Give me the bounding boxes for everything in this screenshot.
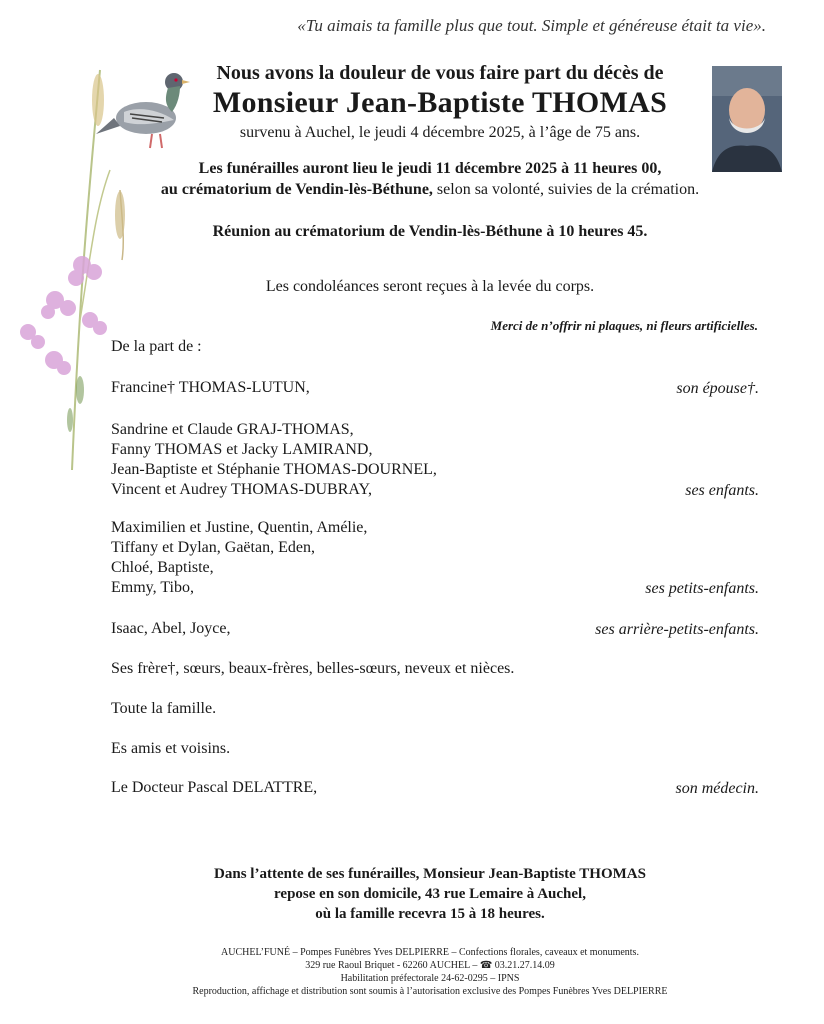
family-relation: son médecin.: [675, 780, 759, 797]
funeral-location: [100, 181, 760, 199]
death-details: survenu à Auchel, le jeudi 4 décembre 2025, à l’âge de 75 ans.: [239, 124, 641, 141]
repose-line: où la famille recevra 15 à 18 heures.: [315, 906, 545, 922]
epitaph-quote: «Tu aimais ta famille plus que tout. Simple et généreuse était ta vie».: [297, 16, 766, 35]
family-member-line: Es amis et voisins.: [111, 740, 231, 757]
no-flowers-notice: Merci de n’offrir ni plaques, ni fleurs artificielles.: [490, 318, 758, 333]
repose-notice: [100, 864, 760, 924]
family-member-line: Francine† THOMAS-LUTUN,: [111, 379, 310, 396]
funeral-home-footer: [100, 946, 760, 998]
family-group: [111, 378, 759, 398]
family-member-line: Isaac, Abel, Joyce,: [111, 620, 231, 637]
family-group: [111, 619, 759, 639]
family-member-line: Tiffany et Dylan, Gaëtan, Eden,: [111, 539, 315, 556]
family-member-line: Vincent et Audrey THOMAS-DUBRAY,: [111, 481, 372, 498]
announcement-heading: Nous avons la douleur de vous faire part du décès de: [216, 62, 664, 84]
family-group: [111, 659, 759, 679]
condolences-notice: Les condoléances seront reçues à la levée du corps.: [265, 278, 595, 295]
footer-line: Reproduction, affichage et distribution sont soumis à l’autorisation exclusive des Pompes Funèbres Yves DELPIERRE: [192, 986, 668, 997]
family-member-line: Sandrine et Claude GRAJ-THOMAS,: [111, 421, 354, 438]
funeral-date: Les funérailles auront lieu le jeudi 11 décembre 2025 à 11 heures 00,: [198, 160, 662, 177]
family-group: [111, 420, 759, 500]
family-group: [111, 518, 759, 598]
funeral-venue: au crématorium de Vendin-lès-Béthune,: [160, 181, 433, 198]
family-relation: son épouse†.: [676, 380, 759, 397]
family-group: [111, 739, 759, 759]
from-label: De la part de :: [111, 338, 202, 355]
family-member-line: Le Docteur Pascal DELATTRE,: [111, 779, 318, 796]
family-member-line: Emmy, Tibo,: [111, 579, 194, 596]
portrait-photo: [712, 66, 782, 172]
funeral-location-rest: selon sa volonté, suivies de la crémation.: [432, 181, 700, 198]
family-member-line: Toute la famille.: [111, 700, 217, 717]
family-relation: ses enfants.: [685, 482, 759, 499]
family-member-line: Maximilien et Justine, Quentin, Amélie,: [111, 519, 368, 536]
family-member-line: Fanny THOMAS et Jacky LAMIRAND,: [111, 441, 373, 458]
family-member-line: Jean-Baptiste et Stéphanie THOMAS-DOURNEL,: [111, 461, 437, 478]
deceased-name: Monsieur Jean-Baptiste THOMAS: [212, 86, 668, 119]
reunion-notice: Réunion au crématorium de Vendin-lès-Béthune à 10 heures 45.: [212, 223, 648, 240]
footer-line: Habilitation préfectorale 24-62-0295 – IPNS: [340, 973, 520, 984]
family-group: [111, 699, 759, 719]
family-relation: ses arrière-petits-enfants.: [595, 621, 759, 638]
footer-line: 329 rue Raoul Briquet - 62260 AUCHEL – ☎ 03.21.27.14.09: [305, 960, 555, 971]
repose-line: Dans l’attente de ses funérailles, Monsieur Jean-Baptiste THOMAS: [214, 866, 646, 882]
family-relation: ses petits-enfants.: [645, 580, 759, 597]
family-group: [111, 778, 759, 798]
family-member-line: Chloé, Baptiste,: [111, 559, 214, 576]
family-member-line: Ses frère†, sœurs, beaux-frères, belles-sœurs, neveux et nièces.: [111, 660, 515, 677]
footer-line: AUCHEL’FUNÉ – Pompes Funèbres Yves DELPIERRE – Confections florales, caveaux et monuments.: [221, 947, 639, 958]
repose-line: repose en son domicile, 43 rue Lemaire à Auchel,: [274, 886, 586, 902]
